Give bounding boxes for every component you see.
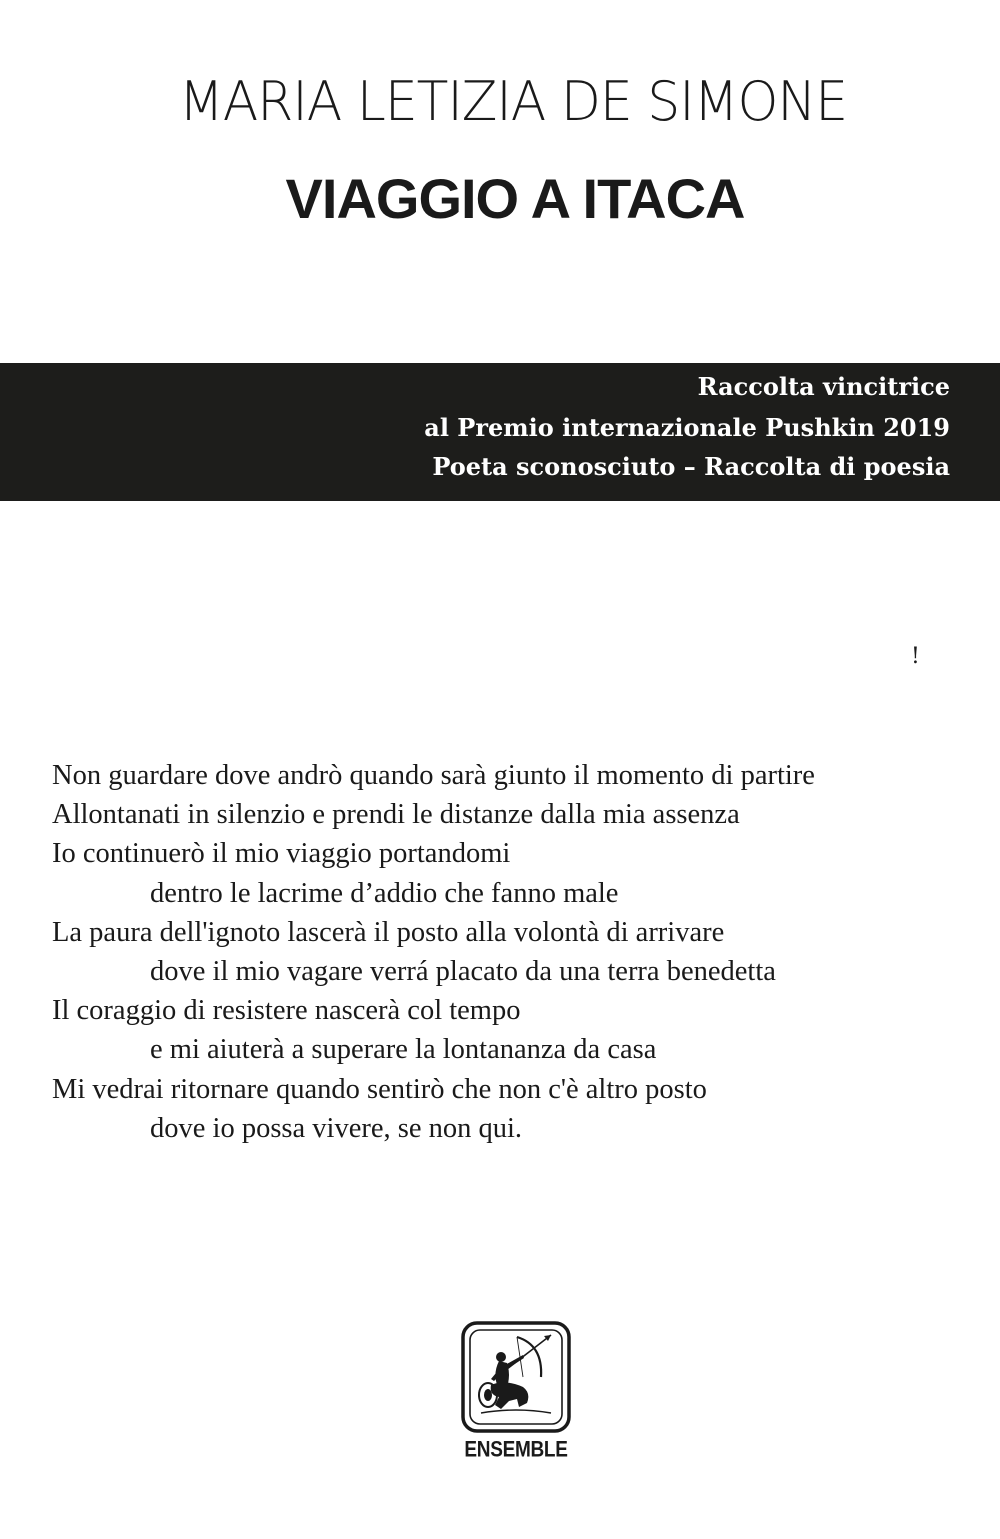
poem-verse: dentro le lacrime d’addio che fanno male <box>150 877 619 909</box>
award-line: Raccolta vincitrice <box>697 372 950 401</box>
publisher-name: ENSEMBLE <box>464 1438 568 1463</box>
author-name: MARIA LETIZIA DE SIMONE <box>178 70 848 134</box>
poem-verse: Il coraggio di resistere nascerà col tempo <box>52 995 521 1027</box>
poem-verse: Io continuerò il mio viaggio portandomi <box>52 838 511 870</box>
poem-verse: Non guardare dove andrò quando sarà giunto il momento di partire <box>52 760 815 791</box>
exclamation-mark: ! <box>911 644 920 669</box>
award-line: al Premio internazionale Pushkin 2019 <box>424 413 950 442</box>
book-title: VIAGGIO A ITACA <box>285 167 745 230</box>
poem-verse: dove il mio vagare verrá placato da una terra benedetta <box>150 956 776 988</box>
poem <box>52 756 952 1148</box>
poem-verse: dove io possa vivere, se non qui. <box>150 1112 523 1144</box>
archer-centaur-logo-icon <box>461 1321 571 1433</box>
poem-verse: Allontanati in silenzio e prendi le distanze dalla mia assenza <box>52 799 740 831</box>
poem-verse: La paura dell'ignoto lascerà il posto alla volontà di arrivare <box>52 916 725 948</box>
award-line: Poeta sconosciuto – Raccolta di poesia <box>432 452 950 481</box>
poem-verse: e mi aiuterà a superare la lontananza da casa <box>150 1034 657 1066</box>
poem-verse: Mi vedrai ritornare quando sentirò che non c'è altro posto <box>52 1073 707 1105</box>
